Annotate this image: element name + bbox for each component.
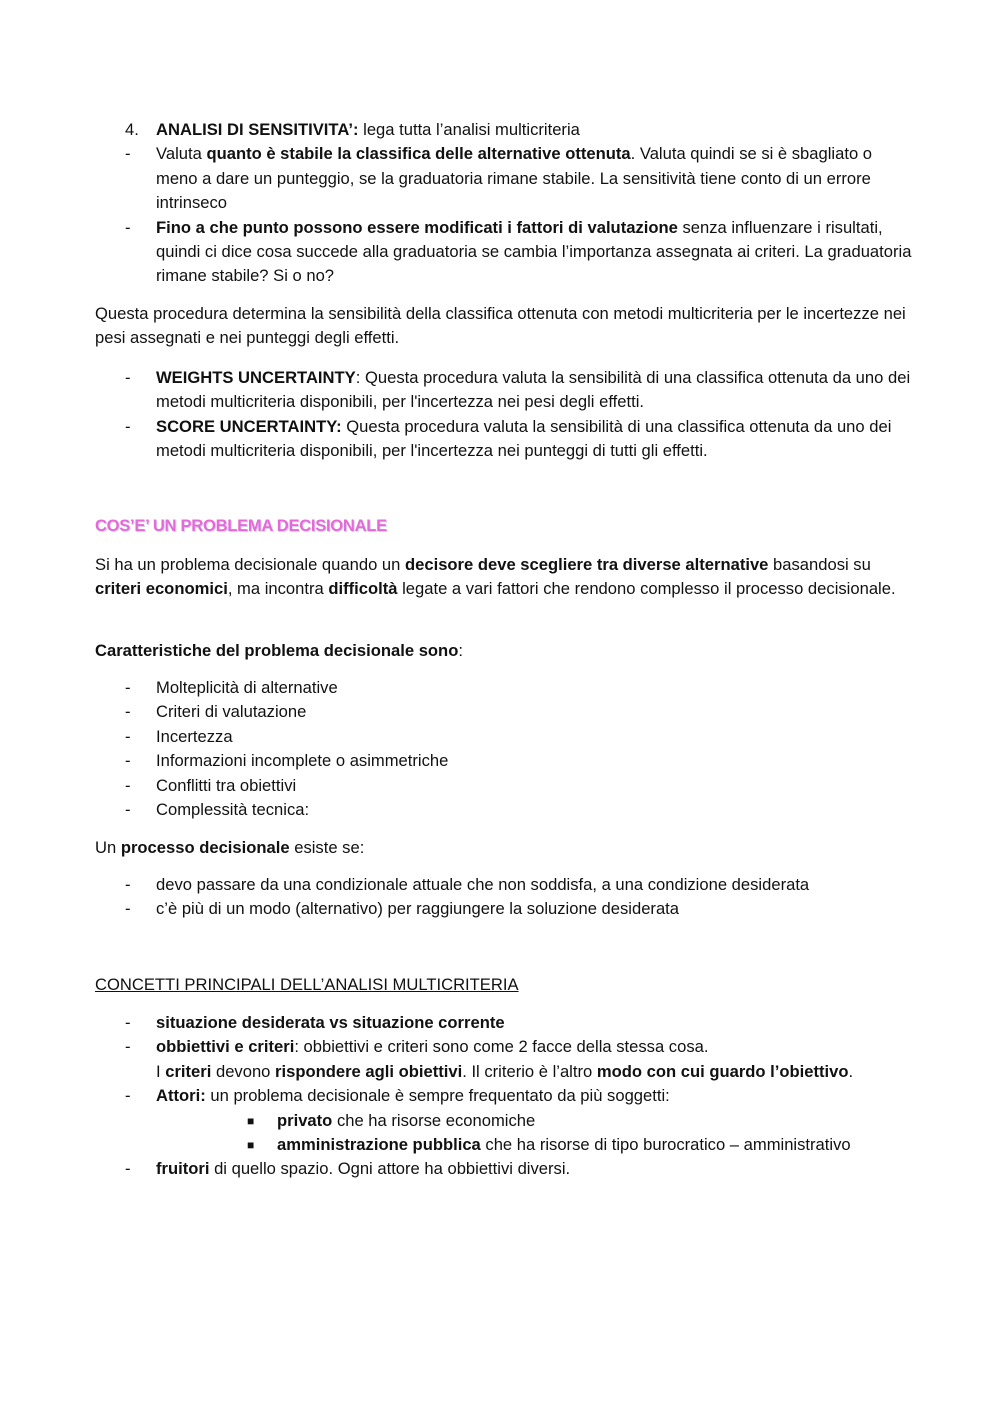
list-item: - Attori: un problema decisionale è sempre frequentato da più soggetti: [125, 1086, 670, 1106]
sub-list-item: ■ amministrazione pubblica che ha risorse di tipo burocratico – amministrativo [247, 1135, 851, 1155]
problem-intro: Si ha un problema decisionale quando un decisore deve scegliere tra diverse alternative basandosi su criteri economici, ma incontra difficoltà legate a vari fattori che rendono complesso il processo decisionale. [95, 555, 896, 599]
sensitivity-paragraph: Questa procedura determina la sensibilità della classifica ottenuta con metodi multicriteria per le incertezze nei pesi assegnati e nei punteggi degli effetti. [95, 304, 906, 348]
section-heading-concepts: CONCETTI PRINCIPALI DELL’ANALISI MULTICRITERIA [95, 975, 519, 994]
list-number: 4. [125, 120, 139, 139]
list-item-score-uncertainty: - SCORE UNCERTAINTY: Questa procedura valuta la sensibilità di una classifica ottenuta da uno dei metodi multicriteria disponibili, per l'incertezza nei punteggi di tutti gli effetti. [125, 416, 892, 461]
list-item: - Informazioni incomplete o asimmetriche [125, 751, 449, 771]
list-item-sensitivity-title: 4. ANALISI DI SENSITIVITA’: lega tutta l’analisi multicriteria [95, 118, 915, 142]
list-item: - Molteplicità di alternative [125, 678, 338, 697]
characteristics-list [95, 676, 915, 822]
list-item: - Complessità tecnica: [125, 800, 310, 820]
list-item: - situazione desiderata vs situazione corrente [125, 1013, 505, 1032]
list-item: - c’è più di un modo (alternativo) per raggiungere la soluzione desiderata [125, 899, 680, 919]
list-item: - Fino a che punto possono essere modificati i fattori di valutazione senza influenzare i risultati, quindi ci dice cosa succede alla graduatoria se cambia l’importanza assegnata ai criteri. La graduatoria rimane stabile? Si o no? [125, 217, 912, 286]
sensitivity-title: ANALISI DI SENSITIVITA’: [156, 120, 359, 139]
list-item: - devo passare da una condizionale attuale che non soddisfa, a una condizione desiderata [125, 875, 810, 894]
process-list [95, 873, 915, 922]
list-item: - Incertezza [125, 726, 233, 746]
uncertainty-list [95, 366, 915, 464]
sub-list-item: ■ privato che ha risorse economiche [247, 1110, 536, 1130]
concepts-list [95, 1011, 915, 1182]
list-item: - Criteri di valutazione [125, 702, 307, 722]
list-item: - Valuta quanto è stabile la classifica delle alternative ottenuta. Valuta quindi se si è sbagliato o meno a dare un punteggio, se la graduatoria rimane stabile. La sensitività tiene conto di un errore intrinseco [125, 144, 873, 213]
list-item-weights-uncertainty: - WEIGHTS UNCERTAINTY: Questa procedura valuta la sensibilità di una classifica ottenuta da uno dei metodi multicriteria disponibili, per l'incertezza nei pesi degli effetti. [125, 368, 911, 412]
list-item: - Conflitti tra obiettivi [125, 775, 297, 795]
list-item: - fruitori di quello spazio. Ogni attore ha obbiettivi diversi. [125, 1159, 571, 1179]
section-heading-problem: COS’E’ UN PROBLEMA DECISIONALE [95, 516, 387, 535]
sensitivity-list [95, 118, 915, 289]
list-item: - obbiettivi e criteri: obbiettivi e criteri sono come 2 facce della stessa cosa. I criteri devono rispondere agli obiettivi. Il criterio è l’altro modo con cui guardo l’obiettivo. [125, 1037, 854, 1081]
characteristics-title: Caratteristiche del problema decisionale sono: [95, 641, 463, 660]
process-paragraph: Un processo decisionale esiste se: [95, 838, 365, 857]
